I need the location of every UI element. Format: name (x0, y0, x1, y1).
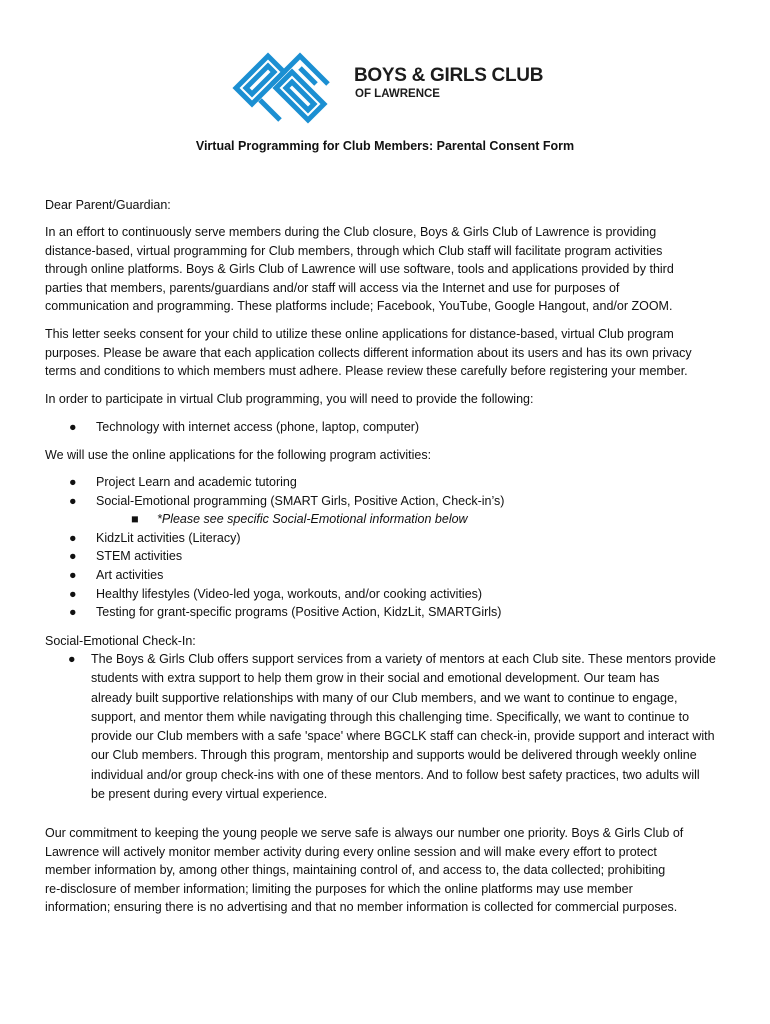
requirements-list (45, 418, 725, 437)
bullet-icon: ● (68, 652, 76, 666)
paragraph-line: our Club members. Through this program, mentorship and supports would be delivered through weekly online (91, 748, 697, 763)
paragraph-line: be present during every virtual experience. (91, 787, 328, 802)
paragraph-line: re-disclosure of member information; limiting the purposes for which the online platforms may use member (45, 881, 633, 896)
list-item-text: STEM activities (96, 549, 183, 564)
bullet-icon: ● (69, 549, 77, 564)
list-subitem (45, 510, 725, 529)
paragraph-line: member information by, among other things, maintaining control of, and access to, the data collected; prohibiting (45, 863, 666, 878)
consent-paragraph (45, 325, 725, 381)
paragraph-line: In an effort to continuously serve members during the Club closure, Boys & Girls Club of Lawrence is providing (45, 225, 657, 239)
paragraph-line: Our commitment to keeping the young people we serve safe is always our number one priority. Boys & Girls Club of (45, 826, 684, 840)
paragraph-line: This letter seeks consent for your child to utilize these online applications for distance-based, virtual Club program (45, 327, 674, 341)
paragraph-line: already built supportive relationships with many of our Club members, and we want to continue to engage, (91, 690, 678, 705)
se-list-item (45, 650, 725, 804)
bullet-icon: ● (69, 475, 77, 489)
bullet-icon: ● (69, 420, 77, 434)
list-item-text: Healthy lifestyles (Video-led yoga, workouts, and/or cooking activities) (96, 586, 483, 601)
list-item-text: Technology with internet access (phone, laptop, computer) (96, 420, 420, 434)
paragraph-line: provide our Club members with a safe 'space' where BGCLK staff can check-in, provide support and interact with (91, 729, 715, 744)
list-item (45, 529, 725, 548)
activities-list (45, 473, 725, 622)
requirements-intro: In order to participate in virtual Club programming, you will need to provide the following: (45, 392, 534, 406)
list-item (45, 585, 725, 604)
bullet-icon: ● (69, 493, 77, 508)
list-item (45, 492, 725, 511)
list-item-text: Social-Emotional programming (SMART Girls, Positive Action, Check-in’s) (96, 493, 505, 508)
paragraph-line: distance-based, virtual programming for Club members, through which Club staff will facilitate program activities (45, 243, 663, 258)
form-title: Virtual Programming for Club Members: Parental Consent Form (195, 139, 575, 153)
list-item-text: Art activities (96, 567, 164, 582)
intro-paragraph (45, 223, 725, 316)
list-item (45, 603, 725, 622)
se-paragraph (45, 650, 725, 804)
list-item-text: KidzLit activities (Literacy) (96, 530, 241, 545)
list-item-text: Testing for grant-specific programs (Positive Action, KidzLit, SMARTGirls) (96, 605, 502, 620)
logo-subtitle: OF LAWRENCE (355, 88, 440, 100)
paragraph-line: communication and programming. These platforms include; Facebook, YouTube, Google Hangout, and/or ZOOM. (45, 299, 673, 314)
paragraph-line: support, and mentor them while navigating through this challenging time. Specifically, we want to continue to (91, 709, 690, 724)
paragraph-line: information; ensuring there is no advertising and that no member information is collected for commercial purposes. (45, 900, 678, 915)
list-item (45, 473, 725, 492)
list-item (45, 566, 725, 585)
paragraph-line: students with extra support to help them grow in their social and emotional development. Our team has (91, 671, 660, 686)
paragraph-line: purposes. Please be aware that each application collects different information about its users and has its own privacy (45, 345, 692, 360)
bullet-icon: ● (69, 586, 77, 601)
list-item (45, 418, 725, 437)
bullet-icon: ● (69, 530, 77, 545)
se-heading: Social-Emotional Check-In: (45, 634, 196, 648)
bullet-icon: ● (69, 567, 77, 582)
paragraph-line: terms and conditions to which members must adhere. Please review these carefully before registering your member. (45, 364, 688, 379)
paragraph-line: individual and/or group check-ins with one of these mentors. And to follow best safety practices, two adults will (91, 767, 700, 782)
paragraph-line: parties that members, parents/guardians and/or staff will access via the Internet and use for purposes of (45, 280, 620, 295)
club-logo (232, 48, 542, 124)
list-subitem-text: *Please see specific Social-Emotional information below (157, 512, 468, 527)
logo-title: BOYS & GIRLS CLUB (354, 65, 544, 86)
square-bullet-icon: ■ (131, 512, 139, 527)
activities-intro: We will use the online applications for the following program activities: (45, 448, 432, 462)
bullet-icon: ● (69, 605, 77, 620)
paragraph-line: through online platforms. Boys & Girls Club of Lawrence will use software, tools and applications provided by third (45, 262, 674, 277)
salutation: Dear Parent/Guardian: (45, 198, 171, 212)
list-item-text: Project Learn and academic tutoring (96, 475, 297, 489)
club-logo-mark-icon (232, 48, 350, 124)
list-item (45, 547, 725, 566)
paragraph-line: Lawrence will actively monitor member activity during every online session and will make every effort to protect (45, 844, 657, 859)
closing-paragraph (45, 824, 725, 917)
paragraph-line: The Boys & Girls Club offers support services from a variety of mentors at each Club site. These mentors provide (91, 652, 716, 666)
